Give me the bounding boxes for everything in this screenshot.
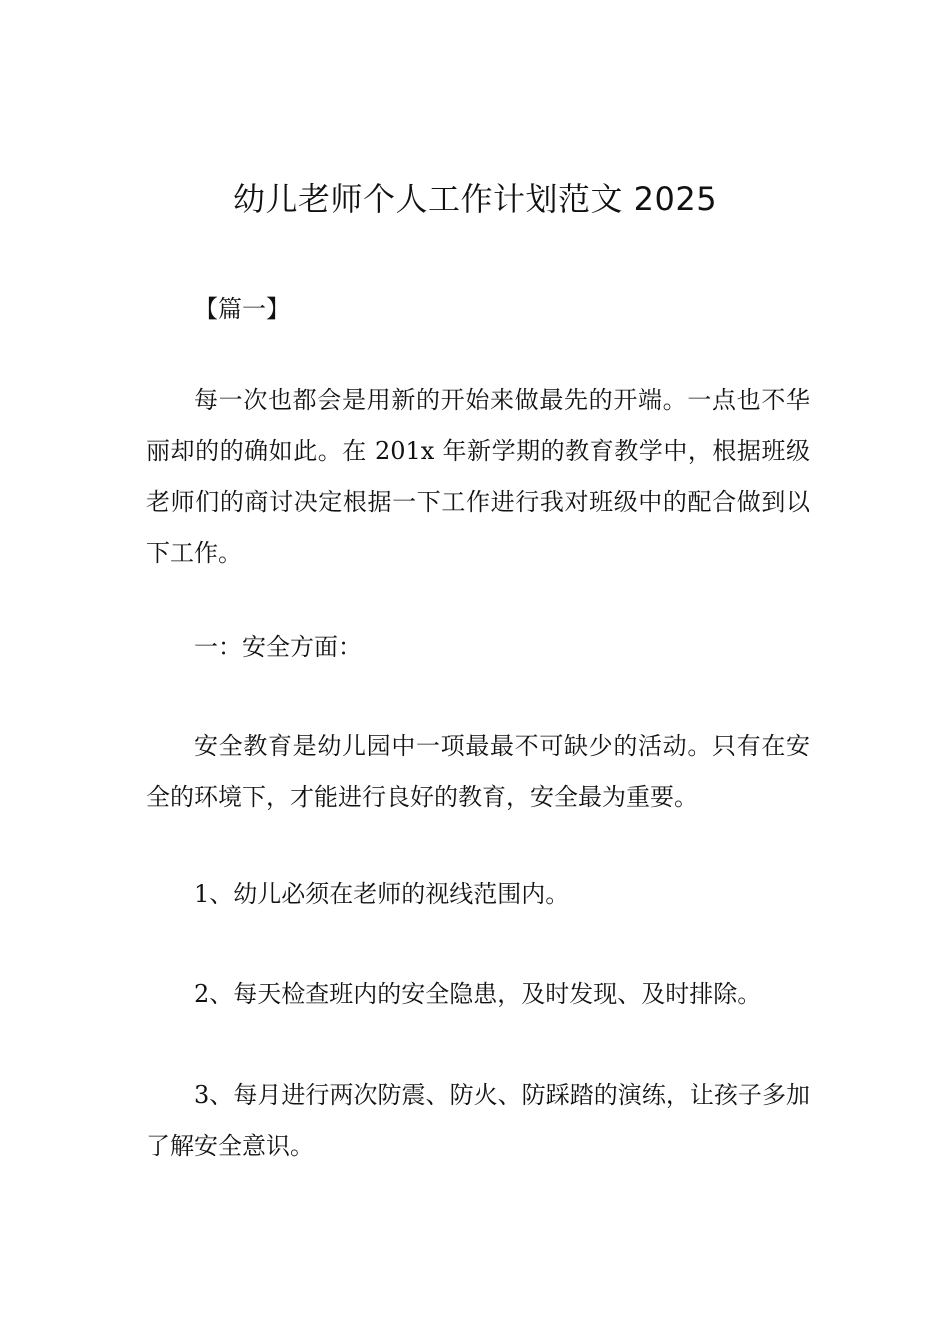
section-heading: 一：安全方面： — [194, 633, 362, 661]
list-item: 2、每天检查班内的安全隐患，及时发现、及时排除。 — [194, 980, 762, 1008]
section-label: 【篇一】 — [194, 295, 290, 323]
list-item: 1、幼儿必须在老师的视线范围内。 — [194, 880, 570, 908]
safety-paragraph: 安全教育是幼儿园中一项最最不可缺少的活动。只有在安全的环境下，才能进行良好的教育，安全最为重要。 — [146, 732, 810, 811]
intro-paragraph: 每一次也都会是用新的开始来做最先的开端。一点也不华丽却的的确如此。在 201x 年新学期的教育教学中，根据班级老师们的商讨决定根据一下工作进行我对班级中的配合做到以下工作。 — [146, 386, 810, 567]
list-item: 3、每月进行两次防震、防火、防踩踏的演练，让孩子多加了解安全意识。 — [146, 1081, 810, 1160]
document-title: 幼儿老师个人工作计划范文 2025 — [232, 180, 718, 218]
